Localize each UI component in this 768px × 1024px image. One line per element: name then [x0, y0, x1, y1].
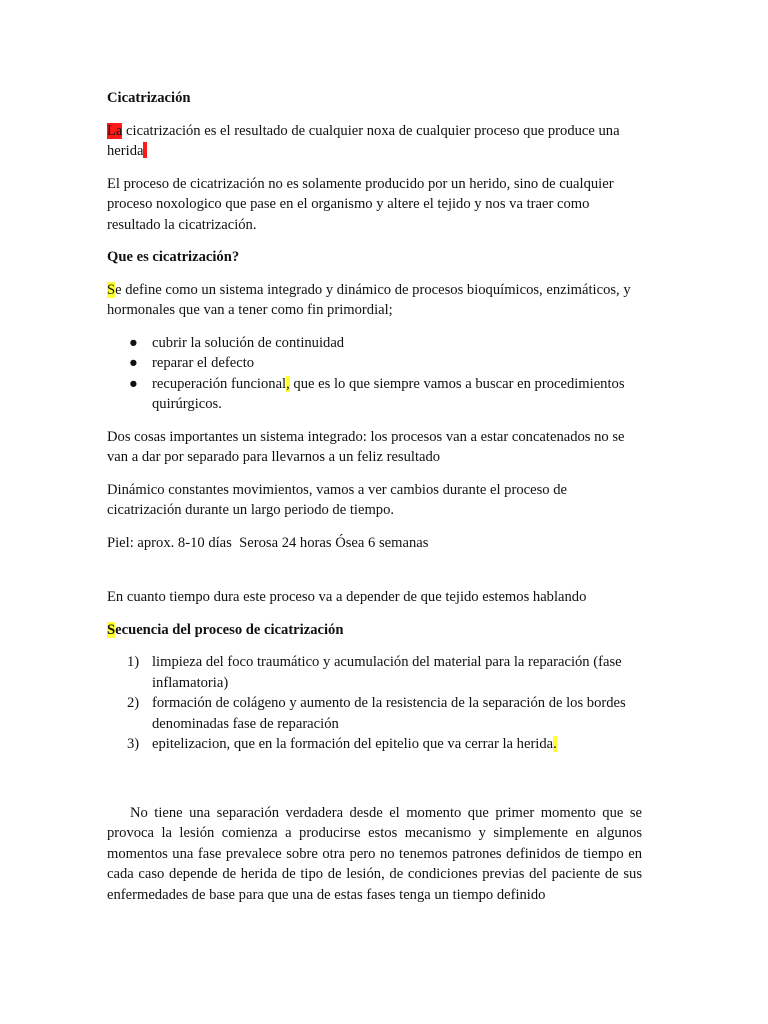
- bullet-icon: ●: [129, 355, 138, 371]
- numbered-list: [107, 652, 642, 755]
- paragraph-definition: [107, 121, 642, 162]
- list-item: ● recuperación funcional, que es lo que siempre vamos a buscar en procedimientos quirúrgicos.: [129, 375, 625, 412]
- paragraph-dinamico: Dinámico constantes movimientos, vamos a ver cambios durante el proceso de cicatrización durante un largo periodo de tiempo.: [107, 481, 567, 518]
- list-number: 3): [127, 736, 140, 752]
- paragraph-tiempos: Piel: aprox. 8-10 días Serosa 24 horas Ósea 6 semanas: [107, 534, 429, 551]
- section-heading-secuencia: Secuencia del proceso de cicatrización: [107, 621, 344, 638]
- highlight-yellow: ,: [286, 375, 290, 392]
- document-title: Cicatrización: [107, 90, 191, 106]
- list-item: 2) formación de colágeno y aumento de la resistencia de la separación de los bordes denominadas fase de reparación: [127, 695, 626, 732]
- section-heading-que-es: Que es cicatrización?: [107, 249, 240, 265]
- list-number: 1): [127, 654, 140, 670]
- paragraph-process: El proceso de cicatrización no es solamente producido por un herido, sino de cualquier proceso noxologico que pase en el organismo y altere el tejido y nos va traer como resultado la cicatrización.: [107, 175, 614, 233]
- bullet-icon: ●: [129, 334, 138, 351]
- paragraph-sistema: [107, 280, 642, 321]
- list-item: ● reparar el defecto: [107, 353, 642, 374]
- highlight-red-mark: [143, 142, 147, 158]
- bullet-list: [107, 333, 642, 415]
- paragraph-text: e define como un sistema integrado y dinámico de procesos bioquímicos, enzimáticos, y hormonales que van a tener como fin primordial;: [107, 281, 631, 318]
- paragraph-dos-cosas: Dos cosas importantes un sistema integrado: los procesos van a estar concatenados no se van a dar por separado para llevarnos a un feliz resultado: [107, 428, 625, 465]
- paragraph-cuanto-tiempo: En cuanto tiempo dura este proceso va a depender de que tejido estemos hablando: [107, 589, 587, 605]
- list-number: 2): [127, 695, 140, 711]
- highlight-yellow: S: [107, 621, 116, 638]
- list-item: ● cubrir la solución de continuidad: [107, 333, 642, 354]
- paragraph-text: cicatrización es el resultado de cualquier noxa de cualquier proceso que produce una herida: [107, 122, 620, 159]
- list-item: 3) epitelizacion, que en la formación del epitelio que va cerrar la herida.: [107, 734, 642, 755]
- highlight-yellow: .: [553, 736, 557, 752]
- highlight-yellow: S: [107, 281, 116, 298]
- bullet-icon: ●: [129, 375, 138, 392]
- list-item: 1) limpieza del foco traumático y acumulación del material para la reparación (fase inflamatoria): [127, 654, 622, 691]
- document-page: [107, 88, 642, 917]
- highlight-red: La: [107, 122, 123, 139]
- paragraph-conclusion: No tiene una separación verdadera desde el momento que primer momento que se provoca la lesión comienza a producirse estos mecanismo y simplemente en algunos momentos una fase prevalece sobre otra pero no tenemos patrones definidos de tiempo en cada caso depende de herida de tipo de lesión, de condiciones previas del paciente de sus enfermedades de base para que una de estas fases tenga un tiempo definido: [107, 804, 642, 903]
